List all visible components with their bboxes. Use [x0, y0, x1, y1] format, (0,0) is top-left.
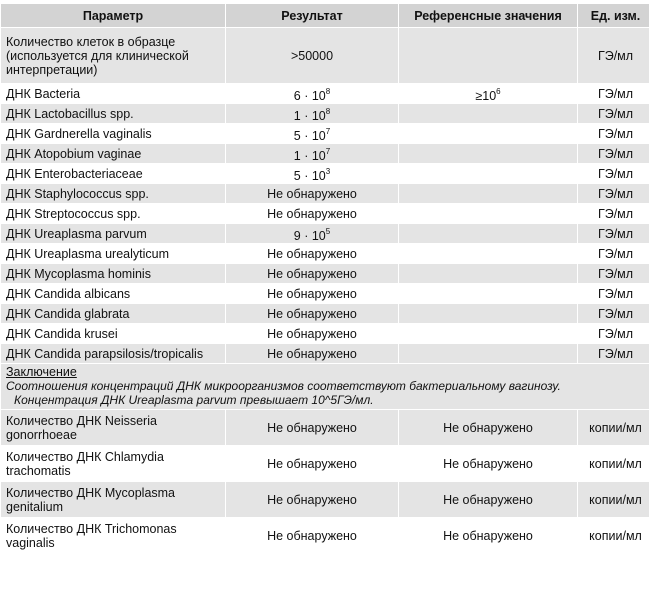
unit-cell: ГЭ/мл [578, 304, 649, 323]
param-cell: ДНК Atopobium vaginae [1, 144, 225, 163]
ref-base: ≥10 [475, 88, 497, 103]
result-cell: Не обнаружено [226, 184, 398, 203]
result-cell: Не обнаружено [226, 410, 398, 445]
table-row [1, 518, 649, 553]
unit-cell: ГЭ/мл [578, 164, 649, 183]
unit-cell: ГЭ/мл [578, 144, 649, 163]
table-row [1, 324, 649, 343]
table-row [1, 446, 649, 481]
ref-cell [399, 284, 577, 303]
param-cell: Количество ДНК Neisseria gonorrhoeae [1, 410, 225, 445]
table-row [1, 284, 649, 303]
result-base: 1 · 10 [293, 108, 326, 123]
param-cell: ДНК Gardnerella vaginalis [1, 124, 225, 143]
param-cell: ДНК Staphylococcus spp. [1, 184, 225, 203]
unit-cell: ГЭ/мл [578, 104, 649, 123]
table-row [1, 164, 649, 183]
result-exponent: 5 [325, 226, 331, 236]
result-cell: Не обнаружено [226, 264, 398, 283]
param-cell: ДНК Ureaplasma parvum [1, 224, 225, 243]
table-row [1, 344, 649, 363]
param-cell: ДНК Ureaplasma urealyticum [1, 244, 225, 263]
result-cell: Не обнаружено [226, 324, 398, 343]
header-result: Результат [226, 4, 398, 27]
param-cell: Количество ДНК Chlamydia trachomatis [1, 446, 225, 481]
unit-cell: ГЭ/мл [578, 124, 649, 143]
ref-exponent: 6 [496, 86, 501, 96]
ref-cell [399, 124, 577, 143]
ref-cell: Не обнаружено [399, 410, 577, 445]
ref-cell [399, 224, 577, 243]
header-parameter: Параметр [1, 4, 225, 27]
conclusion-line-1: Соотношения концентраций ДНК микроорганизмов соответствуют бактериальному вагинозу. [6, 379, 561, 393]
result-cell [226, 224, 398, 243]
table-row [1, 410, 649, 445]
result-cell [226, 84, 398, 103]
table-row [1, 264, 649, 283]
header-unit: Ед. изм. [578, 4, 649, 27]
table-row [1, 224, 649, 243]
ref-cell [399, 344, 577, 363]
result-cell: Не обнаружено [226, 446, 398, 481]
unit-cell: копии/мл [578, 482, 649, 517]
table-row [1, 124, 649, 143]
param-cell: Количество клеток в образце (используется для клинической интерпретации) [1, 28, 225, 83]
ref-cell [399, 84, 577, 103]
param-cell: ДНК Bacteria [1, 84, 225, 103]
table-row [1, 84, 649, 103]
param-cell: Количество ДНК Mycoplasma genitalium [1, 482, 225, 517]
param-cell: Количество ДНК Trichomonas vaginalis [1, 518, 225, 553]
ref-cell [399, 184, 577, 203]
param-cell: ДНК Candida krusei [1, 324, 225, 343]
results-table [0, 3, 649, 554]
result-cell: Не обнаружено [226, 284, 398, 303]
result-cell [226, 124, 398, 143]
result-exponent: 7 [325, 126, 331, 136]
table-row [1, 244, 649, 263]
ref-cell [399, 204, 577, 223]
header-reference: Референсные значения [399, 4, 577, 27]
result-cell: Не обнаружено [226, 204, 398, 223]
param-cell: ДНК Streptococcus spp. [1, 204, 225, 223]
param-cell: ДНК Candida glabrata [1, 304, 225, 323]
unit-cell: ГЭ/мл [578, 264, 649, 283]
unit-cell: ГЭ/мл [578, 204, 649, 223]
ref-cell: Не обнаружено [399, 446, 577, 481]
ref-cell [399, 244, 577, 263]
ref-cell [399, 324, 577, 343]
conclusion-cell [1, 364, 649, 409]
param-cell: ДНК Enterobacteriaceae [1, 164, 225, 183]
result-base: 5 · 10 [293, 128, 326, 143]
unit-cell: ГЭ/мл [578, 244, 649, 263]
result-cell [226, 164, 398, 183]
table-row [1, 104, 649, 123]
result-cell [226, 104, 398, 123]
result-cell [226, 144, 398, 163]
result-cell: Не обнаружено [226, 304, 398, 323]
unit-cell: ГЭ/мл [578, 284, 649, 303]
table-row [1, 144, 649, 163]
ref-cell [399, 104, 577, 123]
table-row [1, 28, 649, 83]
unit-cell: ГЭ/мл [578, 224, 649, 243]
ref-cell [399, 164, 577, 183]
result-exponent: 7 [325, 146, 331, 156]
conclusion-row [1, 364, 649, 409]
table-row [1, 482, 649, 517]
param-cell: ДНК Mycoplasma hominis [1, 264, 225, 283]
unit-cell: ГЭ/мл [578, 344, 649, 363]
param-cell: ДНК Lactobacillus spp. [1, 104, 225, 123]
ref-cell: Не обнаружено [399, 518, 577, 553]
result-exponent: 8 [325, 86, 331, 96]
table-row [1, 204, 649, 223]
unit-cell: ГЭ/мл [578, 324, 649, 343]
unit-cell: копии/мл [578, 518, 649, 553]
unit-cell: копии/мл [578, 410, 649, 445]
result-cell: Не обнаружено [226, 244, 398, 263]
result-cell: Не обнаружено [226, 518, 398, 553]
unit-cell: копии/мл [578, 446, 649, 481]
conclusion-title: Заключение [6, 365, 77, 379]
param-cell: ДНК Candida parapsilosis/tropicalis [1, 344, 225, 363]
header-row [1, 4, 649, 27]
table-row [1, 304, 649, 323]
table-row [1, 184, 649, 203]
result-base: 5 · 10 [293, 168, 326, 183]
ref-cell [399, 304, 577, 323]
result-exponent: 3 [325, 166, 331, 176]
conclusion-line-2: Концентрация ДНК Ureaplasma parvum превышает 10^5ГЭ/мл. [14, 393, 374, 407]
ref-cell: Не обнаружено [399, 482, 577, 517]
ref-cell [399, 144, 577, 163]
result-base: 9 · 10 [293, 228, 326, 243]
unit-cell: ГЭ/мл [578, 28, 649, 83]
ref-cell [399, 264, 577, 283]
result-base: 6 · 10 [293, 88, 326, 103]
result-cell: Не обнаружено [226, 344, 398, 363]
result-cell: Не обнаружено [226, 482, 398, 517]
result-exponent: 8 [325, 106, 331, 116]
result-cell: >50000 [226, 28, 398, 83]
param-cell: ДНК Candida albicans [1, 284, 225, 303]
ref-cell [399, 28, 577, 83]
result-base: 1 · 10 [293, 148, 326, 163]
unit-cell: ГЭ/мл [578, 184, 649, 203]
unit-cell: ГЭ/мл [578, 84, 649, 103]
